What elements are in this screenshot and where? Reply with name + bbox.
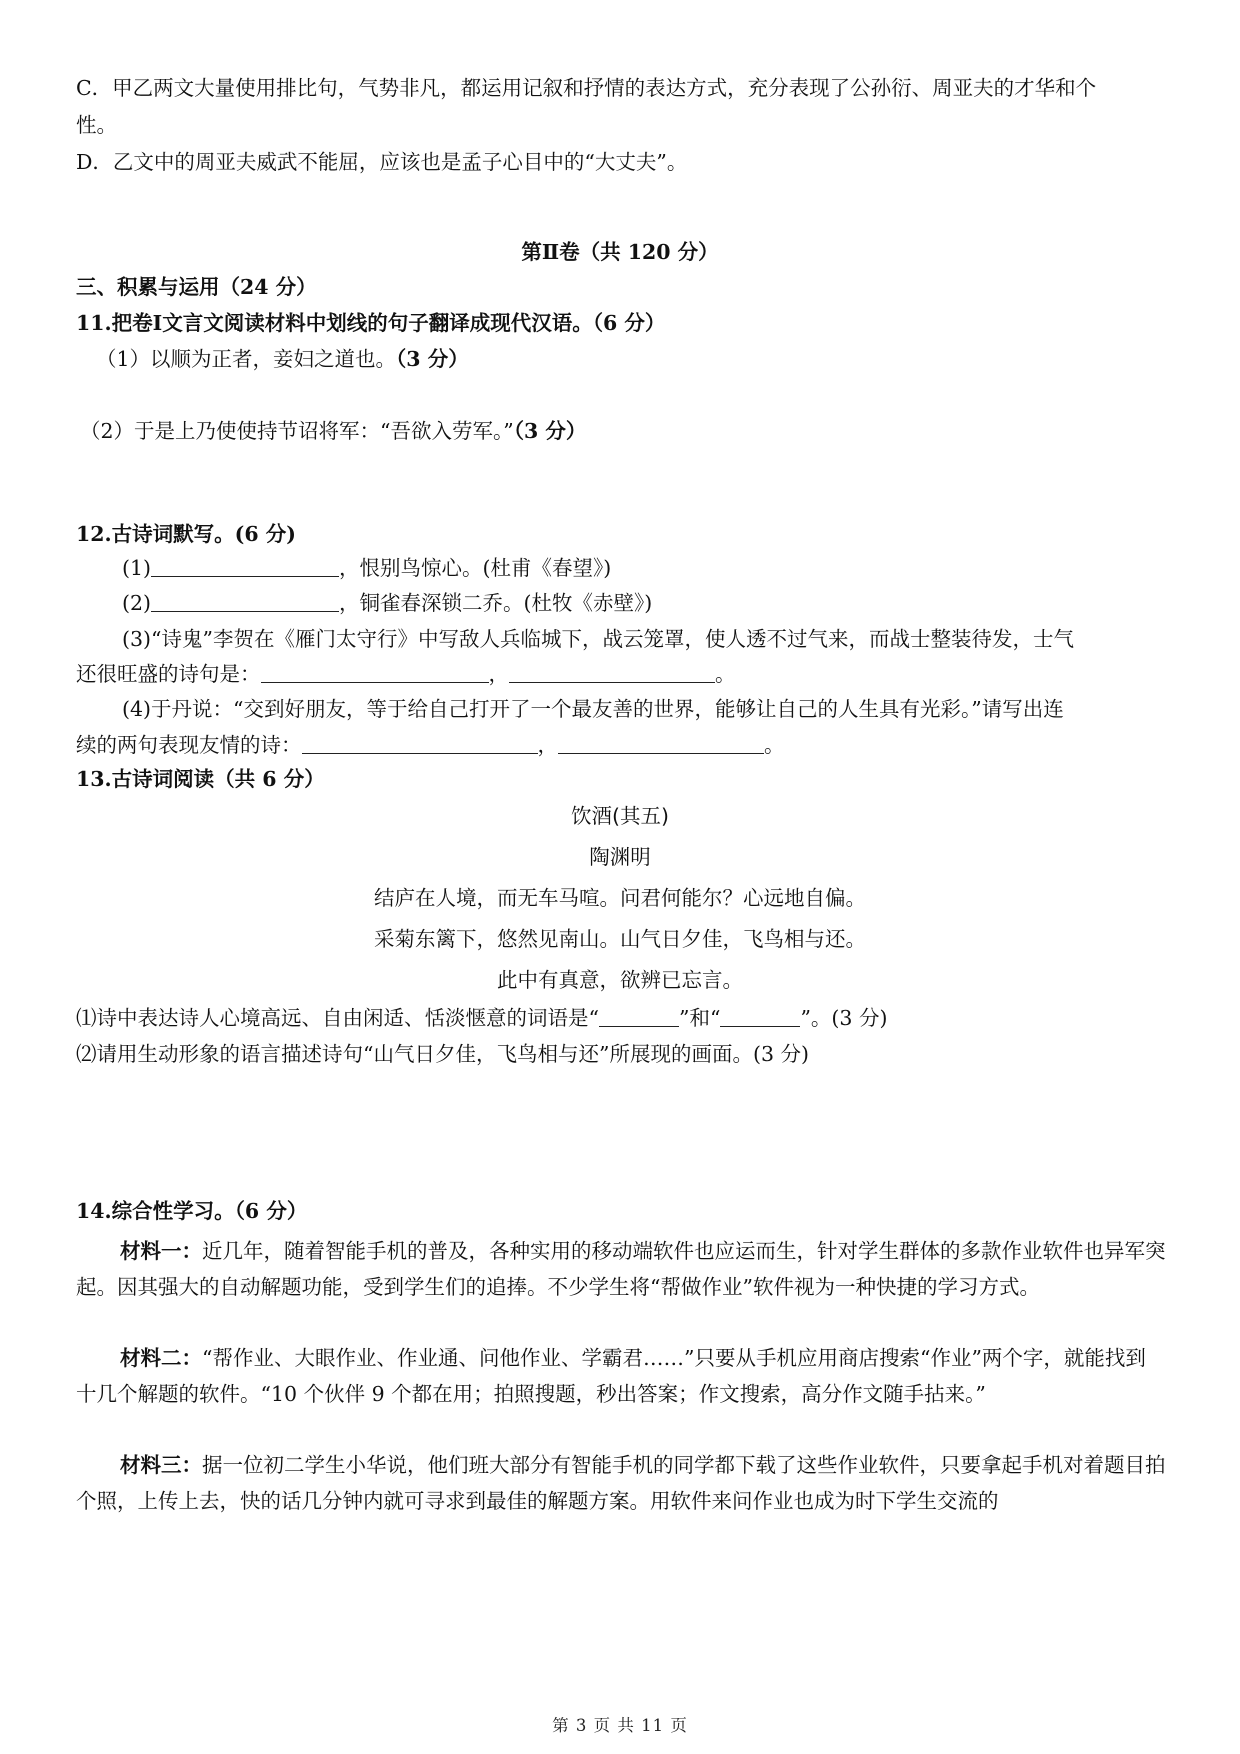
q11-sentence-2 bbox=[80, 419, 1166, 443]
q12-p1-text: ，恨别鸟惊心。(杜甫《春望》) bbox=[339, 556, 612, 580]
q13-sub-2: ⑵请用生动形象的语言描述诗句“山气日夕佳，飞鸟相与还”所展现的画面。(3 分) bbox=[76, 1042, 810, 1066]
q12-p3-end: 。 bbox=[715, 662, 736, 686]
material-1-label: 材料一： bbox=[120, 1239, 202, 1263]
q12-heading: 12.古诗词默写。(6 分) bbox=[76, 522, 296, 546]
q12-p2-text: ，铜雀春深锁二乔。(杜牧《赤壁》) bbox=[339, 591, 653, 615]
material-3-text: 据一位初二学生小华说，他们班大部分有智能手机的同学都下载了这些作业软件，只要拿起手机对着题目拍个照，上传上去，快的话几分钟内就可寻求到最佳的解题方案。用软件来问作业也成为时下学生交流的 bbox=[76, 1453, 1166, 1513]
q12-p3-prompt: 还很旺盛的诗句是： bbox=[76, 662, 261, 686]
q11-heading: 11.把卷Ⅰ文言文阅读材料中划线的句子翻译成现代汉语。（6 分） bbox=[76, 311, 666, 335]
q12-p2-num: (2) bbox=[122, 591, 152, 615]
q11-s2-score: （3 分） bbox=[513, 419, 587, 443]
material-2-text: “帮作业、大眼作业、作业通、问他作业、学霸君……”只要从手机应用商店搜索“作业”两个字，就能找到十几个解题的软件。“10 个伙伴 9 个都在用；拍照搜题，秒出答案；作文搜索，高分作文随手拈来。” bbox=[76, 1346, 1146, 1406]
q12-item-4-line2 bbox=[76, 733, 1166, 757]
q14-heading: 14.综合性学习。（6 分） bbox=[76, 1199, 308, 1223]
answer-blank[interactable] bbox=[151, 593, 339, 612]
q13-sub1-end: ”。(3 分) bbox=[800, 1006, 888, 1030]
answer-blank[interactable] bbox=[151, 558, 339, 577]
q12-item-3-line2 bbox=[76, 662, 1166, 686]
answer-blank[interactable] bbox=[509, 664, 715, 683]
poem-line: 采菊东篱下，悠然见南山。山气日夕佳，飞鸟相与还。 bbox=[374, 927, 866, 951]
q12-item-1 bbox=[122, 556, 1166, 580]
q12-p4-comma: ， bbox=[537, 733, 558, 757]
q12-item-4-line1: (4)于丹说：“交到好朋友，等于给自己打开了一个最友善的世界，能够让自己的人生具有光彩。”请写出连 bbox=[122, 697, 1064, 721]
material-2 bbox=[76, 1341, 1166, 1412]
q11-s2-text: （2）于是上乃使使持节诏将军：“吾欲入劳军。” bbox=[80, 419, 514, 443]
q12-p1-num: (1) bbox=[122, 556, 152, 580]
material-1-text: 近几年，随着智能手机的普及，各种实用的移动端软件也应运而生，针对学生群体的多款作业软件也异军突起。因其强大的自动解题功能，受到学生们的追捧。不少学生将“帮做作业”软件视为一种快捷的学习方式。 bbox=[76, 1239, 1166, 1299]
material-3 bbox=[76, 1448, 1166, 1519]
material-1 bbox=[76, 1234, 1166, 1305]
q12-p3-comma: ， bbox=[488, 662, 509, 686]
part-heading: 三、积累与运用（24 分） bbox=[76, 275, 317, 299]
answer-blank[interactable] bbox=[599, 1008, 679, 1027]
q12-item-3-line1: (3)“诗鬼”李贺在《雁门太守行》中写敌人兵临城下，战云笼罩，使人透不过气来，而战士整装待发，士气 bbox=[122, 627, 1074, 651]
q13-heading: 13.古诗词阅读（共 6 分） bbox=[76, 767, 325, 791]
q13-sub1-mid: ”和“ bbox=[678, 1006, 721, 1030]
answer-blank[interactable] bbox=[720, 1008, 800, 1027]
q11-s1-text: （1）以顺为正者，妾妇之道也。 bbox=[96, 347, 397, 371]
q12-p4-prompt: 续的两句表现友情的诗： bbox=[76, 733, 302, 757]
page-number: 第 3 页 共 11 页 bbox=[552, 1716, 688, 1735]
q13-sub-1 bbox=[76, 1006, 1166, 1030]
poem-line: 结庐在人境，而无车马喧。问君何能尔？心远地自偏。 bbox=[374, 886, 866, 910]
poem-title: 饮酒(其五) bbox=[571, 804, 669, 828]
q12-item-2 bbox=[122, 591, 1166, 615]
q12-p4-end: 。 bbox=[764, 733, 785, 757]
answer-blank[interactable] bbox=[261, 664, 489, 683]
q11-sentence-1 bbox=[96, 347, 1166, 371]
answer-blank[interactable] bbox=[302, 735, 538, 754]
material-2-label: 材料二： bbox=[120, 1346, 202, 1370]
option-d: D．乙文中的周亚夫威武不能屈，应该也是孟子心目中的“大丈夫”。 bbox=[76, 150, 688, 174]
option-c-line1: C．甲乙两文大量使用排比句，气势非凡，都运用记叙和抒情的表达方式，充分表现了公孙衍、周亚夫的才华和个 bbox=[76, 76, 1097, 100]
q11-s1-score: （3 分） bbox=[396, 347, 469, 371]
answer-blank[interactable] bbox=[558, 735, 764, 754]
poem-author: 陶渊明 bbox=[589, 845, 651, 869]
poem-line: 此中有真意，欲辨已忘言。 bbox=[497, 968, 743, 992]
section-title: 第Ⅱ卷（共 120 分） bbox=[521, 240, 719, 264]
material-3-label: 材料三： bbox=[120, 1453, 202, 1477]
option-c-line2: 性。 bbox=[76, 113, 117, 137]
q13-sub1-prompt: ⑴诗中表达诗人心境高远、自由闲适、恬淡惬意的词语是“ bbox=[76, 1006, 599, 1030]
